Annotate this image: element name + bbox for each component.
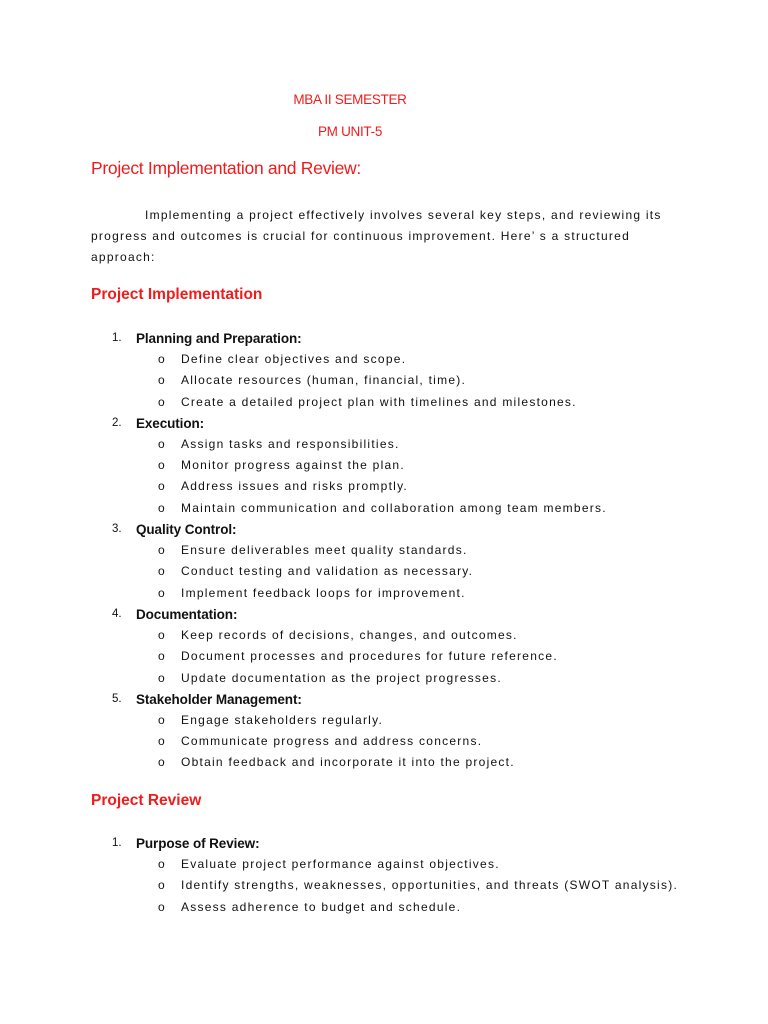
list-item xyxy=(91,604,711,689)
bullet-icon: o xyxy=(158,373,165,388)
sub-list-item xyxy=(91,434,711,455)
bullet-icon: o xyxy=(158,712,165,727)
bullet-icon: o xyxy=(158,564,165,579)
sub-list-item xyxy=(91,625,711,646)
bullet-icon: o xyxy=(158,458,165,473)
bullet-icon: o xyxy=(158,899,165,914)
list-item xyxy=(91,328,711,413)
item-number: 5. xyxy=(112,692,122,705)
sub-item-text: Engage stakeholders regularly. xyxy=(181,712,384,727)
bullet-icon: o xyxy=(158,878,165,893)
intro-paragraph: Implementing a project effectively involves several key steps, and reviewing its progress and outcomes is crucial for continuous improvement. Here’ s a structured approach: xyxy=(91,208,662,264)
sub-list-item xyxy=(91,349,711,370)
item-label: Quality Control: xyxy=(136,522,237,538)
sub-list xyxy=(91,710,711,774)
semester-header: MBA II SEMESTER xyxy=(293,92,407,107)
sub-item-text: Keep records of decisions, changes, and outcomes. xyxy=(181,627,518,642)
sub-item-text: Obtain feedback and incorporate it into the project. xyxy=(181,755,515,770)
bullet-icon: o xyxy=(158,479,165,494)
sub-list-item xyxy=(91,476,711,497)
sub-list xyxy=(91,349,711,413)
sub-list-item xyxy=(91,455,711,476)
item-number: 1. xyxy=(112,332,122,344)
bullet-icon: o xyxy=(158,543,165,558)
item-label: Purpose of Review: xyxy=(136,836,260,851)
bullet-icon: o xyxy=(158,734,165,749)
sub-list-item xyxy=(91,668,711,689)
sub-list-item xyxy=(91,752,711,773)
item-label: Planning and Preparation: xyxy=(136,331,302,346)
item-number: 1. xyxy=(112,837,122,849)
bullet-icon: o xyxy=(158,857,165,871)
sub-item-text: Implement feedback loops for improvement. xyxy=(181,585,466,600)
item-number: 4. xyxy=(112,607,122,620)
item-label: Stakeholder Management: xyxy=(136,691,302,707)
list-item xyxy=(91,519,711,604)
sub-item-text: Monitor progress against the plan. xyxy=(181,458,405,473)
sub-list xyxy=(91,434,711,519)
sub-list-item xyxy=(91,498,711,519)
sub-list-item xyxy=(91,392,711,413)
item-label: Execution: xyxy=(136,415,205,431)
sub-item-text: Allocate resources (human, financial, time). xyxy=(181,373,467,388)
implementation-list xyxy=(91,328,711,774)
bullet-icon: o xyxy=(158,670,165,685)
unit-header: PM UNIT-5 xyxy=(317,124,383,139)
list-item xyxy=(91,413,711,519)
bullet-icon: o xyxy=(158,352,165,366)
sub-list-item xyxy=(91,854,711,875)
sub-item-text: Address issues and risks promptly. xyxy=(181,479,409,494)
sub-list-item xyxy=(91,710,711,731)
item-number: 3. xyxy=(112,523,122,536)
list-item xyxy=(91,689,711,774)
bullet-icon: o xyxy=(158,649,165,664)
sub-item-text: Identify strengths, weaknesses, opportunities, and threats (SWOT analysis). xyxy=(181,878,679,893)
bullet-icon: o xyxy=(158,500,165,515)
sub-list-item xyxy=(91,540,711,561)
sub-item-text: Define clear objectives and scope. xyxy=(181,352,407,366)
sub-list-item xyxy=(91,731,711,752)
review-list xyxy=(91,833,711,918)
sub-list-item xyxy=(91,370,711,391)
bullet-icon: o xyxy=(158,585,165,600)
document-title: Project Implementation and Review: xyxy=(91,158,361,178)
sub-item-text: Document processes and procedures for future reference. xyxy=(181,649,558,664)
section-heading-review: Project Review xyxy=(91,792,202,809)
item-label: Documentation: xyxy=(136,606,238,622)
sub-list-item xyxy=(91,875,711,896)
sub-list-item xyxy=(91,583,711,604)
section-heading-implementation: Project Implementation xyxy=(91,286,263,303)
sub-list xyxy=(91,625,711,689)
sub-list-item xyxy=(91,646,711,667)
sub-list-item xyxy=(91,897,711,918)
sub-item-text: Communicate progress and address concerns. xyxy=(181,734,483,749)
bullet-icon: o xyxy=(158,394,165,409)
sub-list xyxy=(91,540,711,604)
item-number: 2. xyxy=(112,416,122,429)
sub-item-text: Update documentation as the project progresses. xyxy=(181,670,502,685)
bullet-icon: o xyxy=(158,755,165,770)
sub-item-text: Evaluate project performance against objectives. xyxy=(181,857,500,871)
sub-item-text: Ensure deliverables meet quality standards. xyxy=(181,543,468,558)
bullet-icon: o xyxy=(158,436,165,451)
sub-item-text: Create a detailed project plan with timelines and milestones. xyxy=(181,394,577,409)
sub-list xyxy=(91,854,711,918)
bullet-icon: o xyxy=(158,627,165,642)
sub-item-text: Assess adherence to budget and schedule. xyxy=(181,899,462,914)
list-item xyxy=(91,833,711,918)
sub-item-text: Assign tasks and responsibilities. xyxy=(181,436,400,451)
sub-item-text: Maintain communication and collaboration among team members. xyxy=(181,500,607,515)
sub-item-text: Conduct testing and validation as necessary. xyxy=(181,564,474,579)
sub-list-item xyxy=(91,561,711,582)
